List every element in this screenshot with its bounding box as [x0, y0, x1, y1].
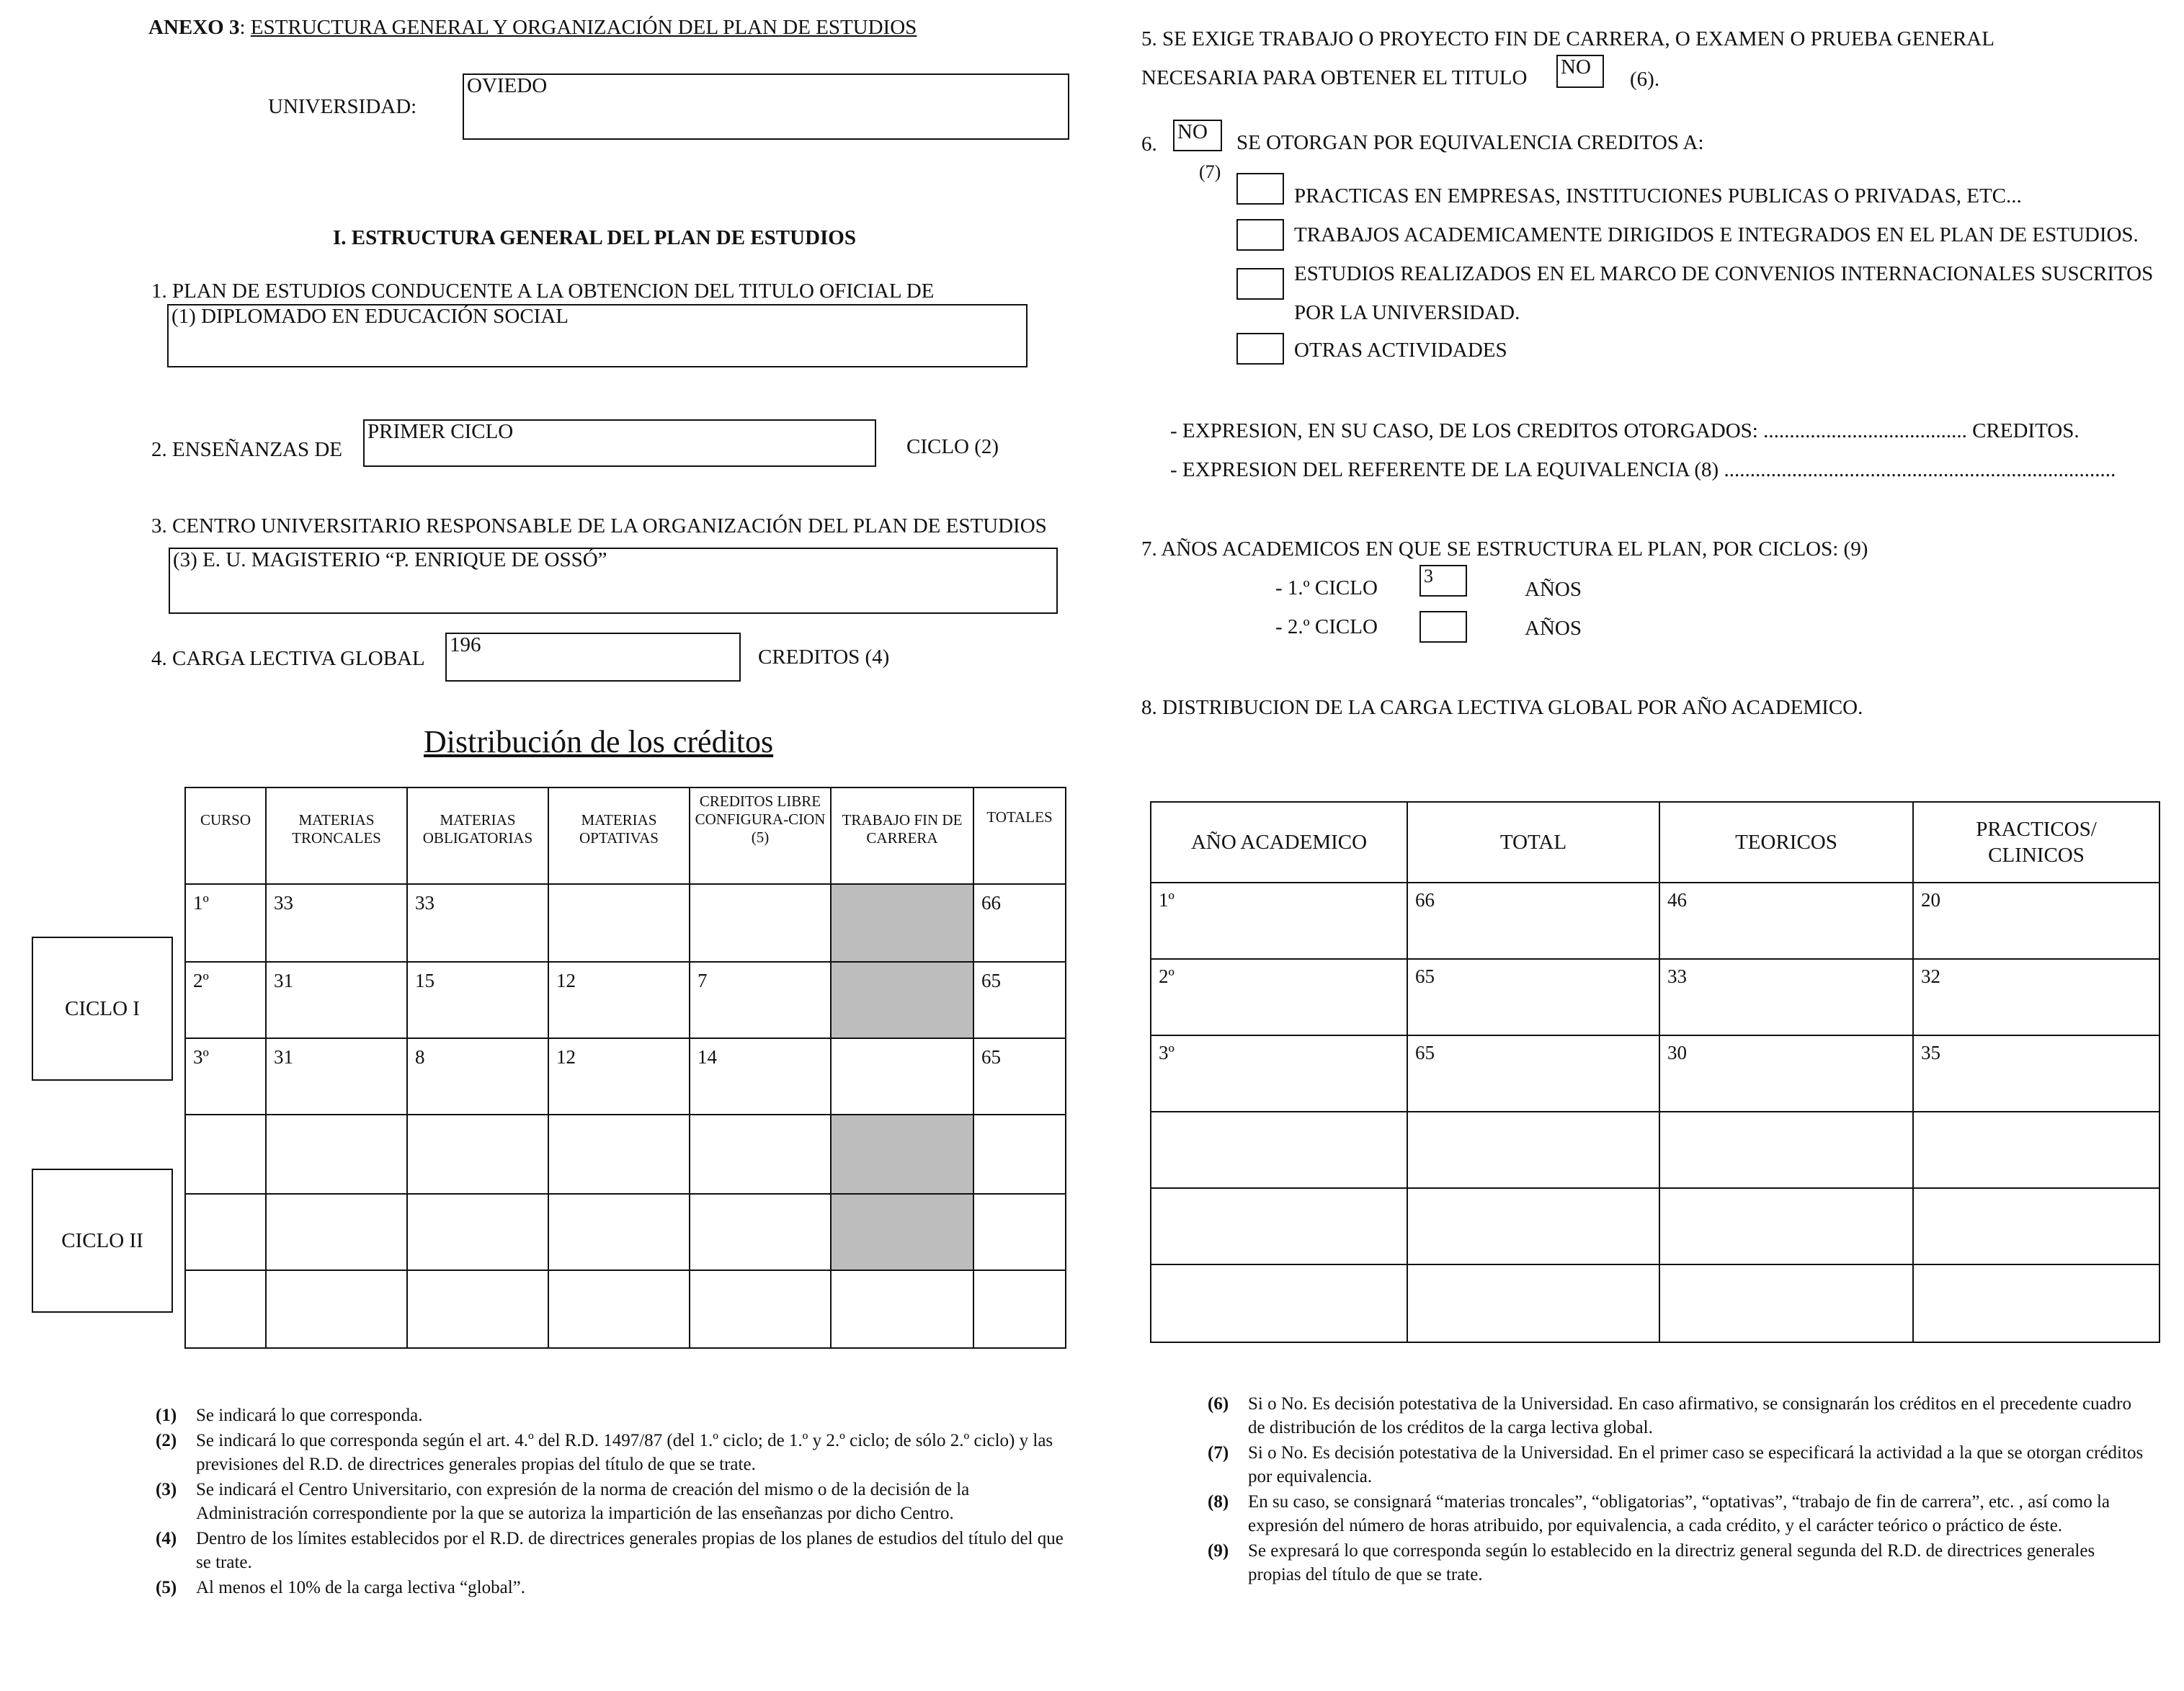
ano-header: PRACTICOS/ CLINICOS: [1913, 802, 2160, 883]
footnote: (2) Se indicará lo que corresponda según el art. 4.º del R.D. 1497/87 (del 1.º ciclo; de 1.º y 2.º ciclo; de sólo 2.º ciclo) y las previsiones del R.D. de directrices generales propias del título de que se trate.: [156, 1431, 1053, 1474]
dist-cell: 1º: [185, 884, 266, 962]
dist-cell: [690, 884, 831, 962]
dist-cell: 65: [973, 962, 1066, 1038]
table-row: [1151, 1112, 2160, 1188]
ano-cell: [1659, 1112, 1913, 1188]
ano-cell: 3º: [1151, 1035, 1407, 1112]
dist-cell: [266, 1194, 407, 1270]
option-checkbox[interactable]: [1236, 333, 1284, 365]
ano-cell: 65: [1407, 1035, 1659, 1112]
q2-value: PRIMER CICLO: [367, 420, 514, 443]
dist-cell: 31: [266, 1038, 407, 1115]
dist-cell: [407, 1270, 548, 1348]
q5-line2: NECESARIA PARA OBTENER EL TITULO: [1141, 66, 1528, 89]
ano-cell: 2º: [1151, 959, 1407, 1035]
option-checkbox[interactable]: [1236, 219, 1284, 251]
q4-label: 4. CARGA LECTIVA GLOBAL: [151, 647, 425, 670]
dist-cell: [548, 884, 690, 962]
ano-cell: [1151, 1188, 1407, 1264]
ano-cell: [1407, 1264, 1659, 1342]
table-row: [185, 1194, 1066, 1270]
q7-c1-field[interactable]: [1419, 565, 1467, 597]
ano-cell: 20: [1913, 883, 2160, 959]
dist-header: TRABAJO FIN DE CARRERA: [831, 788, 973, 884]
table-row: [185, 1115, 1066, 1194]
option-label-cont: POR LA UNIVERSIDAD.: [1294, 301, 1520, 324]
dist-cell: [548, 1270, 690, 1348]
dist-cell: 31: [266, 962, 407, 1038]
footnote: (7) Si o No. Es decisión potestativa de la Universidad. En el primer caso se especificará la actividad a la que se otorgan créditos por equivalencia.: [1208, 1443, 2144, 1486]
ano-cell: [1659, 1264, 1913, 1342]
dist-cell: [973, 1194, 1066, 1270]
dist-cell: [831, 1270, 973, 1348]
option-label: OTRAS ACTIVIDADES: [1294, 339, 1507, 362]
ciclo-1-label: CICLO I: [65, 997, 140, 1020]
dist-header: CURSO: [185, 788, 266, 884]
footnote: (5) Al menos el 10% de la carga lectiva “global”.: [156, 1578, 525, 1597]
dist-cell: 12: [548, 962, 690, 1038]
universidad-value: OVIEDO: [467, 74, 548, 97]
ano-cell: 35: [1913, 1035, 2160, 1112]
q5-line1: 5. SE EXIGE TRABAJO O PROYECTO FIN DE CARRERA, O EXAMEN O PRUEBA GENERAL: [1141, 27, 1994, 50]
dist-cell: [407, 1115, 548, 1194]
q3-label: 3. CENTRO UNIVERSITARIO RESPONSABLE DE LA ORGANIZACIÓN DEL PLAN DE ESTUDIOS: [151, 514, 1047, 537]
left-footnotes: [156, 1404, 1065, 1599]
dist-cell: [185, 1194, 266, 1270]
universidad-field[interactable]: [463, 73, 1069, 140]
table-row: [185, 1038, 1066, 1115]
dist-header: MATERIAS OBLIGATORIAS: [407, 788, 548, 884]
q2-suffix: CICLO (2): [906, 435, 999, 458]
annex-heading: [148, 16, 917, 40]
ano-cell: [1913, 1264, 2160, 1342]
table-row: [1151, 883, 2160, 959]
ano-cell: 33: [1659, 959, 1913, 1035]
q3-value: (3) E. U. MAGISTERIO “P. ENRIQUE DE OSSÓ”: [173, 548, 607, 571]
ano-header: TOTAL: [1407, 802, 1659, 883]
dist-cell: 8: [407, 1038, 548, 1115]
q3-field[interactable]: [169, 548, 1058, 614]
dist-cell: 33: [407, 884, 548, 962]
q5-note: (6).: [1630, 68, 1660, 91]
ano-cell: [1407, 1188, 1659, 1264]
table-row: [185, 884, 1066, 962]
dist-cell: 65: [973, 1038, 1066, 1115]
q7-label: 7. AÑOS ACADEMICOS EN QUE SE ESTRUCTURA EL PLAN, POR CICLOS: (9): [1141, 537, 1868, 561]
q4-field[interactable]: [445, 633, 741, 682]
q1-label: 1. PLAN DE ESTUDIOS CONDUCENTE A LA OBTENCION DEL TITULO OFICIAL DE: [151, 280, 935, 303]
dist-header: CREDITOS LIBRE CONFIGURA-CION (5): [690, 788, 831, 884]
ciclo-1-label-box: [32, 937, 173, 1081]
q6-field[interactable]: [1173, 120, 1222, 151]
table-row: [185, 1270, 1066, 1348]
dist-cell: 2º: [185, 962, 266, 1038]
dist-cell: [548, 1194, 690, 1270]
ano-header: TEORICOS: [1659, 802, 1913, 883]
q1-field[interactable]: [167, 304, 1028, 367]
dist-header: TOTALES: [973, 788, 1066, 884]
q7-c1-unit: AÑOS: [1525, 578, 1582, 601]
q5-value: NO: [1561, 55, 1591, 79]
dist-cell: 66: [973, 884, 1066, 962]
dist-header: MATERIAS TRONCALES: [266, 788, 407, 884]
dist-cell: 12: [548, 1038, 690, 1115]
q5-field[interactable]: [1556, 55, 1604, 88]
ano-cell: [1659, 1188, 1913, 1264]
dist-title: Distribución de los créditos: [424, 724, 774, 759]
dist-cell: [831, 1038, 973, 1115]
dist-cell: [690, 1115, 831, 1194]
table-row: [1151, 1035, 2160, 1112]
dist-cell: [266, 1270, 407, 1348]
annex-colon: :: [239, 16, 246, 39]
table-row: [1151, 1264, 2160, 1342]
dist-cell: 14: [690, 1038, 831, 1115]
year-distribution-table: [1150, 801, 2160, 1343]
expr-equivalencia: - EXPRESION DEL REFERENTE DE LA EQUIVALENCIA (8) ...........................................................................: [1170, 458, 2116, 481]
ano-header: AÑO ACADEMICO: [1151, 802, 1407, 883]
ano-cell: 46: [1659, 883, 1913, 959]
footnote: (1) Se indicará lo que corresponda.: [156, 1406, 423, 1425]
dist-cell: [185, 1115, 266, 1194]
expr-creditos: - EXPRESION, EN SU CASO, DE LOS CREDITOS OTORGADOS: ....................................... CREDITOS.: [1170, 419, 2080, 442]
ano-cell: 1º: [1151, 883, 1407, 959]
ano-cell: [1151, 1112, 1407, 1188]
ano-cell: [1151, 1264, 1407, 1342]
ano-cell: 32: [1913, 959, 2160, 1035]
ano-cell: [1913, 1188, 2160, 1264]
ciclo-2-label-box: [32, 1169, 173, 1313]
q2-field[interactable]: [363, 419, 876, 467]
ano-cell: [1407, 1112, 1659, 1188]
dist-cell: [690, 1194, 831, 1270]
option-checkbox[interactable]: [1236, 173, 1284, 205]
q6-value: NO: [1177, 120, 1208, 143]
q8-label: 8. DISTRIBUCION DE LA CARGA LECTIVA GLOBAL POR AÑO ACADEMICO.: [1141, 696, 1863, 719]
universidad-label: UNIVERSIDAD:: [268, 95, 417, 118]
q6-ref: (7): [1199, 161, 1221, 182]
q4-suffix: CREDITOS (4): [758, 646, 890, 669]
footnote: (3) Se indicará el Centro Universitario, con expresión de la norma de creación del mismo o de la decisión de la Administración correspondiente por la que se autoriza la impartición de las enseñanzas por dicho Centro.: [156, 1480, 970, 1523]
dist-cell: [973, 1115, 1066, 1194]
ano-cell: 66: [1407, 883, 1659, 959]
q1-value: (1) DIPLOMADO EN EDUCACIÓN SOCIAL: [171, 305, 569, 328]
q7-c1-value: 3: [1424, 566, 1433, 586]
credit-distribution-table: [184, 787, 1066, 1349]
footnote: (4) Dentro de los límites establecidos por el R.D. de directrices generales propias de los planes de estudios del título del que se trate.: [156, 1529, 1064, 1572]
dist-cell: [266, 1115, 407, 1194]
footnote: (6) Si o No. Es decisión potestativa de la Universidad. En caso afirmativo, se consignarán los créditos en el precedente cuadro de distribución de los créditos de la carga lectiva global.: [1208, 1394, 2132, 1437]
q7-c1-label: - 1.º CICLO: [1275, 576, 1378, 599]
dist-cell-shaded: [831, 884, 973, 962]
q6-label: SE OTORGAN POR EQUIVALENCIA CREDITOS A:: [1236, 131, 1704, 154]
q6-num: 6.: [1141, 133, 1157, 156]
dist-cell-shaded: [831, 1115, 973, 1194]
table-row: [185, 962, 1066, 1038]
q4-value: 196: [450, 633, 481, 656]
dist-cell: [407, 1194, 548, 1270]
q7-c2-unit: AÑOS: [1525, 617, 1582, 640]
right-footnotes: [1208, 1392, 2144, 1587]
dist-cell: [548, 1115, 690, 1194]
q2-label: 2. ENSEÑANZAS DE: [151, 438, 343, 461]
dist-cell: 15: [407, 962, 548, 1038]
table-row: [1151, 1188, 2160, 1264]
section-title: I. ESTRUCTURA GENERAL DEL PLAN DE ESTUDIOS: [333, 226, 856, 249]
dist-cell: 7: [690, 962, 831, 1038]
table-row: [1151, 959, 2160, 1035]
footnote: (9) Se expresará lo que corresponda según lo establecido en la directriz general segunda del R.D. de directrices generales propias del título de que se trate.: [1208, 1541, 2095, 1584]
annex-label: ANEXO 3: [148, 16, 240, 39]
dist-header: MATERIAS OPTATIVAS: [548, 788, 690, 884]
ano-cell: 65: [1407, 959, 1659, 1035]
option-checkbox[interactable]: [1236, 268, 1284, 300]
option-label: TRABAJOS ACADEMICAMENTE DIRIGIDOS E INTEGRADOS EN EL PLAN DE ESTUDIOS.: [1294, 223, 2139, 246]
q7-c2-field[interactable]: [1419, 611, 1467, 643]
ano-cell: [1913, 1112, 2160, 1188]
dist-cell-shaded: [831, 1194, 973, 1270]
ciclo-2-label: CICLO II: [61, 1229, 143, 1252]
dist-cell: [690, 1270, 831, 1348]
dist-cell: [973, 1270, 1066, 1348]
annex-title: ESTRUCTURA GENERAL Y ORGANIZACIÓN DEL PLAN DE ESTUDIOS: [250, 16, 917, 39]
dist-cell: [185, 1270, 266, 1348]
option-label: ESTUDIOS REALIZADOS EN EL MARCO DE CONVENIOS INTERNACIONALES SUSCRITOS: [1294, 262, 2154, 285]
ano-cell: 30: [1659, 1035, 1913, 1112]
option-label: PRACTICAS EN EMPRESAS, INSTITUCIONES PUBLICAS O PRIVADAS, ETC...: [1294, 184, 2022, 208]
q7-c2-label: - 2.º CICLO: [1275, 615, 1378, 638]
dist-cell: 33: [266, 884, 407, 962]
dist-cell-shaded: [831, 962, 973, 1038]
footnote: (8) En su caso, se consignará “materias troncales”, “obligatorias”, “optativas”, “trabajo de fin de carrera”, etc. , así como la expresión del número de horas atribuido, por equivalencia, a cada crédito, y el carácter teórico o práctico de éste.: [1208, 1492, 2110, 1535]
dist-cell: 3º: [185, 1038, 266, 1115]
